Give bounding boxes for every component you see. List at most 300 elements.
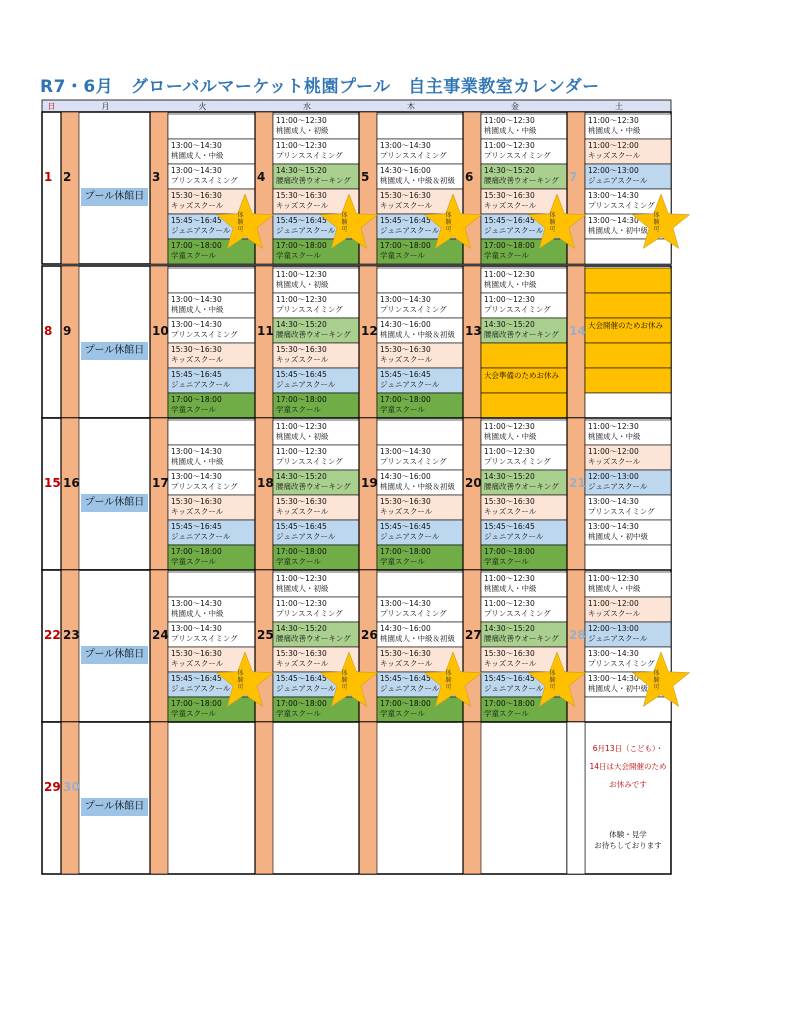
class-name: ジュニアスクール <box>276 532 336 541</box>
class-name: プリンススイミング <box>588 507 655 516</box>
class-time: 15:30～16:30 <box>484 497 535 506</box>
class-slot-event <box>481 343 567 368</box>
class-name: 腰痛改善ウオーキング <box>484 634 559 643</box>
class-name: プリンススイミング <box>380 151 447 160</box>
monday-number: 2 <box>63 170 72 184</box>
class-time: 17:00～18:00 <box>171 699 222 708</box>
class-time: 11:00～12:30 <box>276 599 327 608</box>
class-time: 15:30～16:30 <box>276 497 327 506</box>
class-slot-event <box>585 368 671 393</box>
monday-number: 16 <box>63 476 80 490</box>
day-number-strip <box>150 266 168 418</box>
class-name: 桃園成人・中級 <box>588 126 641 135</box>
class-name: 腰痛改善ウオーキング <box>484 176 559 185</box>
trial-star-icon <box>527 194 587 254</box>
class-name: 学童スクール <box>171 709 216 718</box>
visit-note-line: 体験・見学 <box>609 830 647 839</box>
class-name: キッズスクール <box>380 201 433 210</box>
class-time: 14:30～16:00 <box>380 320 431 329</box>
class-name: キッズスクール <box>484 659 537 668</box>
class-time: 13:00～14:30 <box>171 447 222 456</box>
class-time: 11:00～12:30 <box>484 599 535 608</box>
trial-ok-label: 体験可 <box>237 670 244 691</box>
class-name: 桃園成人・中級 <box>484 584 537 593</box>
class-time: 17:00～18:00 <box>380 699 431 708</box>
class-time: 15:30～16:30 <box>276 649 327 658</box>
class-time: 13:00～14:30 <box>171 166 222 175</box>
class-time: 11:00～12:30 <box>484 116 535 125</box>
closed-day-label: プール休館日 <box>81 342 148 360</box>
class-time: 13:00～14:30 <box>588 497 639 506</box>
star-shape <box>631 194 691 254</box>
class-name: 桃園成人・中級 <box>588 584 641 593</box>
sunday-number: 29 <box>44 780 61 794</box>
sunday-number: 1 <box>44 170 53 184</box>
class-time: 17:00～18:00 <box>380 241 431 250</box>
class-name: ジュニアスクール <box>171 684 231 693</box>
class-time: 15:45～16:45 <box>276 216 327 225</box>
day-number: 3 <box>152 170 161 184</box>
class-name: 桃園成人・中級 <box>588 432 641 441</box>
class-name: キッズスクール <box>171 355 224 364</box>
class-name: 桃園成人・中級 <box>171 151 224 160</box>
class-time: 11:00～12:30 <box>276 116 327 125</box>
class-time: 15:45～16:45 <box>380 216 431 225</box>
class-time: 15:45～16:45 <box>484 674 535 683</box>
class-slot-blank <box>168 420 255 445</box>
class-time: 13:00～14:30 <box>171 472 222 481</box>
class-slot-event <box>585 343 671 368</box>
day-number-strip <box>255 418 273 570</box>
class-name: ジュニアスクール <box>380 532 440 541</box>
class-time: 11:00～12:30 <box>484 422 535 431</box>
class-name: ジュニアスクール <box>276 684 336 693</box>
class-time: 14:30～16:00 <box>380 624 431 633</box>
class-time: 12:00～13:00 <box>588 472 639 481</box>
day-number: 26 <box>361 628 378 642</box>
trial-star-icon <box>423 652 483 712</box>
class-time: 13:00～14:30 <box>588 522 639 531</box>
class-name: 桃園成人・初級 <box>276 432 329 441</box>
class-name: ジュニアスクール <box>171 380 231 389</box>
class-time: 15:45～16:45 <box>276 522 327 531</box>
class-time: 13:00～14:30 <box>588 191 639 200</box>
class-name: 腰痛改善ウオーキング <box>484 482 559 491</box>
class-time: 13:00～14:30 <box>380 447 431 456</box>
closed-day-label: プール休館日 <box>81 188 148 206</box>
class-time: 15:45～16:45 <box>380 370 431 379</box>
class-time: 17:00～18:00 <box>276 395 327 404</box>
class-time: 14:30～15:20 <box>276 320 327 329</box>
header-sun: 日 <box>47 102 56 111</box>
day-number: 13 <box>465 324 482 338</box>
class-name: 学童スクール <box>484 709 529 718</box>
closed-day-label: プール休館日 <box>81 494 148 512</box>
class-time: 13:00～14:30 <box>171 320 222 329</box>
day-number-strip <box>359 722 377 874</box>
day-number-strip <box>150 112 168 264</box>
class-time: 13:00～14:30 <box>171 141 222 150</box>
class-name: 桃園成人・中級＆初級 <box>380 176 455 185</box>
class-name: プリンススイミング <box>171 176 238 185</box>
class-name: プリンススイミング <box>171 634 238 643</box>
class-name: キッズスクール <box>380 507 433 516</box>
class-time: 13:00～14:30 <box>588 216 639 225</box>
monday-number: 30 <box>63 780 80 794</box>
class-time: 15:45～16:45 <box>276 370 327 379</box>
class-time: 14:30～15:20 <box>276 624 327 633</box>
day-number-strip <box>150 722 168 874</box>
trial-ok-label: 体験可 <box>549 212 556 233</box>
class-name: 腰痛改善ウオーキング <box>276 330 351 339</box>
class-slot-blank <box>377 268 463 293</box>
star-shape <box>319 652 379 712</box>
class-name: 学童スクール <box>380 405 425 414</box>
class-name: 桃園成人・初級 <box>276 280 329 289</box>
class-time: 15:30～16:30 <box>380 191 431 200</box>
class-name: キッズスクール <box>276 659 329 668</box>
class-name: プリンススイミング <box>380 457 447 466</box>
class-name: プリンススイミング <box>484 609 551 618</box>
star-shape <box>423 194 483 254</box>
star-shape <box>423 652 483 712</box>
event-note-line: 14日は大会開催のため <box>589 762 667 771</box>
class-name: キッズスクール <box>588 457 641 466</box>
class-name: 学童スクール <box>171 251 216 260</box>
class-name: 桃園成人・初中級 <box>588 532 648 541</box>
class-slot-blank <box>585 545 671 570</box>
class-name: 学童スクール <box>276 709 321 718</box>
class-time: 11:00～12:30 <box>276 422 327 431</box>
class-time: 11:00～12:30 <box>588 116 639 125</box>
trial-ok-label: 体験可 <box>445 670 452 691</box>
class-time: 15:45～16:45 <box>171 522 222 531</box>
class-name: プリンススイミング <box>484 457 551 466</box>
monday-strip <box>61 418 79 570</box>
class-time: 17:00～18:00 <box>380 395 431 404</box>
class-time: 15:45～16:45 <box>380 522 431 531</box>
day-number-strip <box>567 266 585 418</box>
header-thu: 木 <box>407 102 415 111</box>
class-time: 11:00～12:00 <box>588 599 639 608</box>
day-number-strip <box>567 722 585 874</box>
star-shape <box>527 652 587 712</box>
class-name: ジュニアスクール <box>588 634 648 643</box>
day-number-strip <box>150 418 168 570</box>
event-note-line: 6月13日（こども）・ <box>592 744 664 753</box>
class-name: 学童スクール <box>276 557 321 566</box>
day-number-strip <box>463 418 481 570</box>
class-time: 11:00～12:30 <box>276 574 327 583</box>
class-name: 学童スクール <box>380 251 425 260</box>
class-name: ジュニアスクール <box>484 532 544 541</box>
day-number: 19 <box>361 476 378 490</box>
sunday-number: 8 <box>44 324 53 338</box>
trial-ok-label: 体験可 <box>653 670 660 691</box>
title-text: R7・6月 グローバルマーケット桃園プール 自主事業教室カレンダー <box>40 77 600 97</box>
monday-strip <box>61 722 79 874</box>
class-time: 14:30～16:00 <box>380 472 431 481</box>
class-time: 11:00～12:30 <box>588 574 639 583</box>
event-notice: 大会準備のためお休み <box>484 371 559 380</box>
day-number: 14 <box>569 324 586 338</box>
class-time: 13:00～14:30 <box>380 141 431 150</box>
class-name: ジュニアスクール <box>276 226 336 235</box>
class-time: 15:30～16:30 <box>276 191 327 200</box>
day-number: 4 <box>257 170 266 184</box>
day-number: 12 <box>361 324 378 338</box>
class-name: キッズスクール <box>276 201 329 210</box>
day-number: 7 <box>569 170 578 184</box>
trial-star-icon <box>631 194 691 254</box>
class-time: 17:00～18:00 <box>484 699 535 708</box>
class-name: キッズスクール <box>276 355 329 364</box>
class-slot-event <box>481 393 567 418</box>
class-name: 桃園成人・中級 <box>484 126 537 135</box>
header-wed: 水 <box>303 102 311 111</box>
class-name: キッズスクール <box>588 609 641 618</box>
class-name: ジュニアスクール <box>484 226 544 235</box>
closed-day-label: プール休館日 <box>81 646 148 664</box>
monday-strip <box>61 112 79 264</box>
class-name: ジュニアスクール <box>484 684 544 693</box>
class-name: ジュニアスクール <box>380 226 440 235</box>
header-mon: 月 <box>101 102 110 111</box>
class-time: 15:30～16:30 <box>171 345 222 354</box>
class-time: 11:00～12:00 <box>588 447 639 456</box>
class-time: 15:30～16:30 <box>276 345 327 354</box>
day-number: 24 <box>152 628 169 642</box>
visit-note-line: お待ちしております <box>594 841 662 850</box>
class-time: 15:30～16:30 <box>484 649 535 658</box>
class-time: 13:00～14:30 <box>171 295 222 304</box>
trial-ok-label: 体験可 <box>237 212 244 233</box>
class-name: プリンススイミング <box>276 305 343 314</box>
day-number: 28 <box>569 628 586 642</box>
class-name: プリンススイミング <box>276 609 343 618</box>
class-name: 学童スクール <box>171 405 216 414</box>
class-slot-blank <box>377 114 463 139</box>
class-name: 学童スクール <box>484 557 529 566</box>
class-name: キッズスクール <box>484 201 537 210</box>
class-name: プリンススイミング <box>380 305 447 314</box>
day-number-strip <box>359 418 377 570</box>
class-name: プリンススイミング <box>484 305 551 314</box>
class-name: 桃園成人・初級 <box>276 584 329 593</box>
class-time: 17:00～18:00 <box>484 547 535 556</box>
class-name: 学童スクール <box>380 709 425 718</box>
header-fri: 金 <box>511 102 519 111</box>
trial-ok-label: 体験可 <box>549 670 556 691</box>
class-time: 15:30～16:30 <box>380 345 431 354</box>
trial-ok-label: 体験可 <box>341 670 348 691</box>
class-time: 15:30～16:30 <box>484 191 535 200</box>
class-time: 13:00～14:30 <box>588 649 639 658</box>
class-time: 15:45～16:45 <box>484 216 535 225</box>
class-time: 15:30～16:30 <box>171 649 222 658</box>
class-time: 15:45～16:45 <box>484 522 535 531</box>
class-time: 17:00～18:00 <box>276 547 327 556</box>
class-time: 12:00～13:00 <box>588 624 639 633</box>
class-name: プリンススイミング <box>484 151 551 160</box>
class-time: 14:30～15:20 <box>484 166 535 175</box>
monday-number: 9 <box>63 324 72 338</box>
day-number: 5 <box>361 170 370 184</box>
sunday-number: 15 <box>44 476 61 490</box>
closed-day-label: プール休館日 <box>81 798 148 816</box>
class-name: プリンススイミング <box>276 151 343 160</box>
trial-star-icon <box>319 194 379 254</box>
class-time: 17:00～18:00 <box>171 241 222 250</box>
day-number: 21 <box>569 476 586 490</box>
class-time: 12:00～13:00 <box>588 166 639 175</box>
class-name: 桃園成人・初中級 <box>588 684 648 693</box>
class-name: ジュニアスクール <box>380 380 440 389</box>
class-name: プリンススイミング <box>588 659 655 668</box>
class-name: ジュニアスクール <box>276 380 336 389</box>
header-sat: 土 <box>615 102 623 111</box>
class-name: キッズスクール <box>588 151 641 160</box>
trial-ok-label: 体験可 <box>341 212 348 233</box>
day-number-strip <box>463 266 481 418</box>
class-time: 14:30～15:20 <box>484 472 535 481</box>
class-time: 15:45～16:45 <box>171 674 222 683</box>
class-name: 桃園成人・中級 <box>171 457 224 466</box>
trial-star-icon <box>215 652 275 712</box>
class-time: 13:00～14:30 <box>380 599 431 608</box>
class-name: 学童スクール <box>276 405 321 414</box>
class-time: 11:00～12:30 <box>484 141 535 150</box>
trial-ok-label: 体験可 <box>653 212 660 233</box>
class-name: 桃園成人・中級＆初級 <box>380 330 455 339</box>
class-name: キッズスクール <box>171 507 224 516</box>
class-time: 11:00～12:30 <box>484 295 535 304</box>
day-number-strip <box>359 266 377 418</box>
class-slot-blank <box>585 393 671 418</box>
class-time: 14:30～15:20 <box>276 166 327 175</box>
monday-strip <box>61 570 79 722</box>
event-notice: 大会開催のためお休み <box>588 321 663 330</box>
class-slot-blank <box>168 114 255 139</box>
star-shape <box>631 652 691 712</box>
class-time: 11:00～12:30 <box>276 141 327 150</box>
star-shape <box>319 194 379 254</box>
event-note-line: お休みです <box>609 780 647 789</box>
day-number-strip <box>567 418 585 570</box>
class-name: 桃園成人・中級 <box>484 280 537 289</box>
day-number: 20 <box>465 476 482 490</box>
day-number: 17 <box>152 476 169 490</box>
class-time: 14:30～16:00 <box>380 166 431 175</box>
class-time: 11:00～12:30 <box>276 447 327 456</box>
class-time: 15:45～16:45 <box>171 216 222 225</box>
class-name: ジュニアスクール <box>380 684 440 693</box>
class-time: 11:00～12:30 <box>484 447 535 456</box>
day-number-strip <box>255 722 273 874</box>
header-tue: 火 <box>198 102 207 111</box>
class-time: 17:00～18:00 <box>484 241 535 250</box>
day-number-strip <box>150 570 168 722</box>
class-name: 桃園成人・中級＆初級 <box>380 634 455 643</box>
class-time: 15:45～16:45 <box>276 674 327 683</box>
class-name: 桃園成人・中級 <box>171 305 224 314</box>
class-name: 桃園成人・初級 <box>276 126 329 135</box>
class-name: キッズスクール <box>171 659 224 668</box>
monday-strip <box>61 266 79 418</box>
class-time: 15:30～16:30 <box>171 497 222 506</box>
class-slot-event <box>585 268 671 293</box>
class-name: ジュニアスクール <box>171 226 231 235</box>
class-name: プリンススイミング <box>276 457 343 466</box>
class-time: 11:00～12:30 <box>588 422 639 431</box>
trial-ok-label: 体験可 <box>445 212 452 233</box>
class-name: 学童スクール <box>276 251 321 260</box>
class-time: 13:00～14:30 <box>380 295 431 304</box>
trial-star-icon <box>215 194 275 254</box>
class-name: 学童スクール <box>380 557 425 566</box>
class-time: 14:30～15:20 <box>484 320 535 329</box>
trial-star-icon <box>319 652 379 712</box>
class-name: 桃園成人・中級 <box>484 432 537 441</box>
class-time: 14:30～15:20 <box>484 624 535 633</box>
class-name: 腰痛改善ウオーキング <box>276 634 351 643</box>
class-name: キッズスクール <box>380 355 433 364</box>
class-name: ジュニアスクール <box>588 482 648 491</box>
class-time: 15:45～16:45 <box>171 370 222 379</box>
monday-number: 23 <box>63 628 80 642</box>
class-time: 13:00～14:30 <box>171 599 222 608</box>
class-time: 17:00～18:00 <box>276 699 327 708</box>
class-name: キッズスクール <box>276 507 329 516</box>
day-number: 25 <box>257 628 274 642</box>
day-number: 18 <box>257 476 274 490</box>
class-time: 11:00～12:30 <box>276 270 327 279</box>
class-time: 11:00～12:30 <box>484 574 535 583</box>
class-time: 11:00～12:30 <box>484 270 535 279</box>
class-name: キッズスクール <box>484 507 537 516</box>
day-number-strip <box>255 266 273 418</box>
class-name: ジュニアスクール <box>171 532 231 541</box>
class-name: 桃園成人・初中級 <box>588 226 648 235</box>
day-number: 6 <box>465 170 474 184</box>
star-shape <box>527 194 587 254</box>
class-time: 15:30～16:30 <box>171 191 222 200</box>
class-name: 腰痛改善ウオーキング <box>484 330 559 339</box>
sunday-number: 22 <box>44 628 61 642</box>
class-time: 13:00～14:30 <box>588 674 639 683</box>
class-name: 学童スクール <box>171 557 216 566</box>
trial-star-icon <box>631 652 691 712</box>
class-slot-blank <box>168 268 255 293</box>
class-name: プリンススイミング <box>588 201 655 210</box>
class-name: プリンススイミング <box>380 609 447 618</box>
class-name: 桃園成人・中級 <box>171 609 224 618</box>
class-time: 17:00～18:00 <box>171 395 222 404</box>
class-time: 17:00～18:00 <box>171 547 222 556</box>
class-name: プリンススイミング <box>171 330 238 339</box>
star-shape <box>215 652 275 712</box>
star-shape <box>215 194 275 254</box>
class-time: 15:30～16:30 <box>380 497 431 506</box>
class-slot-blank <box>168 572 255 597</box>
trial-star-icon <box>527 652 587 712</box>
class-slot-blank <box>377 572 463 597</box>
class-name: ジュニアスクール <box>588 176 648 185</box>
day-number: 27 <box>465 628 482 642</box>
class-name: 腰痛改善ウオーキング <box>276 176 351 185</box>
class-name: プリンススイミング <box>171 482 238 491</box>
class-slot-blank <box>377 420 463 445</box>
